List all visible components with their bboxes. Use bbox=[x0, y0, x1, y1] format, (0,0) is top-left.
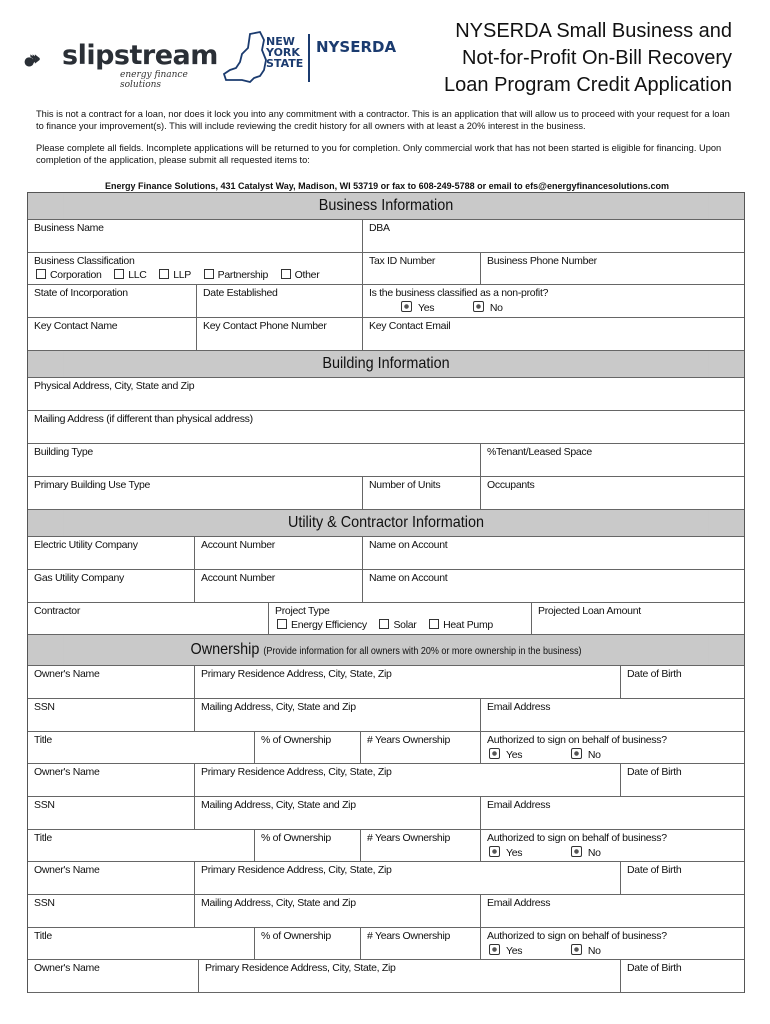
field-years-ownership[interactable] bbox=[360, 830, 480, 861]
label-llc: LLC bbox=[128, 269, 147, 281]
checkbox-heat-pump[interactable] bbox=[429, 619, 439, 629]
label-key-contact-name: Key Contact Name bbox=[34, 320, 118, 332]
label-owner-name: Owner's Name bbox=[34, 864, 100, 876]
label-nonprofit-no: No bbox=[489, 302, 503, 314]
checkbox-energy-efficiency[interactable] bbox=[277, 619, 287, 629]
field-mailing-address[interactable] bbox=[28, 411, 744, 443]
label-owner-email: Email Address bbox=[487, 701, 551, 713]
owners-list bbox=[28, 666, 744, 993]
field-building-type[interactable] bbox=[28, 444, 480, 476]
label-business-phone: Business Phone Number bbox=[487, 255, 597, 267]
field-projected-loan-amount[interactable] bbox=[531, 603, 744, 634]
field-title[interactable] bbox=[28, 732, 254, 763]
label-classification: Business Classification bbox=[34, 255, 135, 267]
row-gas-utility bbox=[28, 570, 744, 603]
label-projected-loan-amount: Projected Loan Amount bbox=[538, 605, 641, 617]
field-percent-ownership[interactable] bbox=[254, 732, 360, 763]
field-physical-address[interactable] bbox=[28, 378, 744, 410]
row-physical-address bbox=[28, 378, 744, 411]
field-gas-utility[interactable] bbox=[28, 570, 194, 602]
label-percent-ownership: % of Ownership bbox=[261, 734, 331, 746]
label-date-of-birth: Date of Birth bbox=[627, 668, 682, 680]
field-date-established[interactable] bbox=[196, 285, 362, 317]
field-owner-name[interactable] bbox=[28, 666, 194, 698]
label-owner-mailing-address: Mailing Address, City, State and Zip bbox=[201, 897, 356, 909]
label-owner-email: Email Address bbox=[487, 799, 551, 811]
row-incorporation bbox=[28, 285, 744, 318]
checkbox-solar[interactable] bbox=[379, 619, 389, 629]
label-business-name: Business Name bbox=[34, 222, 104, 234]
field-owner-name[interactable] bbox=[28, 862, 194, 894]
field-electric-utility[interactable] bbox=[28, 537, 194, 569]
section-utility-title: Utility & Contractor Information bbox=[64, 510, 708, 536]
label-years-ownership: # Years Ownership bbox=[367, 930, 451, 942]
row-owner-name bbox=[28, 960, 744, 993]
ny-word-new: NEW bbox=[266, 35, 295, 48]
label-authorized-yes: Yes bbox=[506, 945, 523, 957]
label-nonprofit-yes: Yes bbox=[418, 302, 435, 314]
label-owner-mailing-address: Mailing Address, City, State and Zip bbox=[201, 799, 356, 811]
field-primary-residence[interactable] bbox=[194, 666, 620, 698]
field-gas-name-on-account[interactable] bbox=[362, 570, 744, 602]
label-ssn: SSN bbox=[34, 701, 55, 713]
label-primary-residence: Primary Residence Address, City, State, Zip bbox=[201, 766, 392, 778]
slipstream-tagline: energy finance solutions bbox=[120, 70, 188, 90]
slipstream-wordmark: slipstream bbox=[62, 40, 218, 71]
field-percent-ownership[interactable] bbox=[254, 830, 360, 861]
field-title[interactable] bbox=[28, 928, 254, 959]
label-owner-email: Email Address bbox=[487, 897, 551, 909]
radio-nonprofit-yes[interactable] bbox=[401, 301, 412, 312]
field-owner-email[interactable] bbox=[480, 797, 744, 829]
label-date-of-birth: Date of Birth bbox=[627, 962, 682, 974]
field-owner-mailing-address[interactable] bbox=[194, 797, 480, 829]
row-classification bbox=[28, 253, 744, 285]
field-owner-mailing-address[interactable] bbox=[194, 699, 480, 731]
radio-authorized-yes[interactable] bbox=[489, 748, 500, 759]
row-building-type bbox=[28, 444, 744, 477]
ny-state-words bbox=[266, 36, 303, 69]
radio-authorized-no[interactable] bbox=[571, 846, 582, 857]
label-physical-address: Physical Address, City, State and Zip bbox=[34, 380, 195, 392]
label-gas-account: Account Number bbox=[201, 572, 276, 584]
row-building-use bbox=[28, 477, 744, 510]
label-title: Title bbox=[34, 930, 52, 942]
field-electric-name-on-account[interactable] bbox=[362, 537, 744, 569]
field-ssn[interactable] bbox=[28, 797, 194, 829]
field-contractor[interactable] bbox=[28, 603, 268, 634]
field-key-contact-phone[interactable] bbox=[196, 318, 362, 350]
field-electric-account[interactable] bbox=[194, 537, 362, 569]
label-state-incorporation: State of Incorporation bbox=[34, 287, 128, 299]
ny-word-york: YORK bbox=[266, 46, 300, 59]
field-primary-residence[interactable] bbox=[194, 862, 620, 894]
label-owner-name: Owner's Name bbox=[34, 668, 100, 680]
field-occupants[interactable] bbox=[480, 477, 744, 509]
section-utility-header bbox=[28, 510, 744, 537]
label-primary-residence: Primary Residence Address, City, State, Zip bbox=[201, 864, 392, 876]
label-authorized-to-sign: Authorized to sign on behalf of business? bbox=[487, 734, 667, 746]
row-electric-utility bbox=[28, 537, 744, 570]
slipstream-logo bbox=[24, 40, 218, 90]
row-owner-name bbox=[28, 764, 744, 797]
intro-paragraph-1: This is not a contract for a loan, nor does it lock you into any commitment with a contractor. This is an application that will allow us to proceed with your request for a loan to finance your improvement(s). This will include reviewing the credit history for all owners with at least a 20% interest in the business. bbox=[36, 109, 730, 131]
field-years-ownership[interactable] bbox=[360, 732, 480, 763]
label-contractor: Contractor bbox=[34, 605, 81, 617]
field-owner-email[interactable] bbox=[480, 699, 744, 731]
section-ownership-header bbox=[28, 635, 744, 666]
label-title: Title bbox=[34, 832, 52, 844]
intro-text bbox=[36, 108, 736, 176]
field-project-type bbox=[268, 603, 531, 634]
field-state-incorporation[interactable] bbox=[28, 285, 196, 317]
label-energy-efficiency: Energy Efficiency bbox=[291, 619, 367, 631]
label-date-of-birth: Date of Birth bbox=[627, 864, 682, 876]
field-business-phone[interactable] bbox=[480, 253, 744, 284]
field-primary-residence[interactable] bbox=[198, 960, 620, 992]
row-owner-ssn bbox=[28, 699, 744, 732]
checkbox-other[interactable] bbox=[281, 269, 291, 279]
row-owner-title bbox=[28, 732, 744, 764]
title-line-3: Loan Program Credit Application bbox=[444, 74, 732, 96]
field-owner-name[interactable] bbox=[28, 764, 194, 796]
checkbox-llc[interactable] bbox=[114, 269, 124, 279]
field-date-of-birth[interactable] bbox=[620, 666, 744, 698]
field-key-contact-name[interactable] bbox=[28, 318, 196, 350]
label-key-contact-email: Key Contact Email bbox=[369, 320, 451, 332]
field-key-contact-email[interactable] bbox=[362, 318, 744, 350]
label-owner-name: Owner's Name bbox=[34, 962, 100, 974]
field-tax-id[interactable] bbox=[362, 253, 480, 284]
field-owner-name[interactable] bbox=[28, 960, 198, 992]
field-authorized-to-sign bbox=[480, 830, 744, 861]
field-business-name[interactable] bbox=[28, 220, 362, 252]
label-occupants: Occupants bbox=[487, 479, 535, 491]
label-number-of-units: Number of Units bbox=[369, 479, 441, 491]
label-years-ownership: # Years Ownership bbox=[367, 734, 451, 746]
label-percent-ownership: % of Ownership bbox=[261, 832, 331, 844]
intro-paragraph-2: Please complete all fields. Incomplete applications will be returned to you for completion. Only commercial work that has not been started is eligible for financing. Upon completion of the application, please submit all requested items to: bbox=[36, 143, 722, 165]
label-gas-utility: Gas Utility Company bbox=[34, 572, 124, 584]
checkbox-corporation[interactable] bbox=[36, 269, 46, 279]
ownership-heading: Ownership bbox=[190, 641, 260, 658]
checkbox-llp[interactable] bbox=[159, 269, 169, 279]
checkbox-partnership[interactable] bbox=[204, 269, 214, 279]
field-dba[interactable] bbox=[362, 220, 744, 252]
section-business-header bbox=[28, 193, 744, 220]
row-owner-name bbox=[28, 862, 744, 895]
label-authorized-to-sign: Authorized to sign on behalf of business? bbox=[487, 930, 667, 942]
label-electric-name-on-account: Name on Account bbox=[369, 539, 448, 551]
row-owner-title bbox=[28, 928, 744, 960]
application-form bbox=[27, 192, 745, 993]
nyserda-wordmark: NYSERDA bbox=[316, 38, 397, 56]
section-ownership-title bbox=[64, 635, 708, 665]
nyserda-logo bbox=[220, 30, 405, 86]
label-nonprofit-question: Is the business classified as a non-profit? bbox=[369, 287, 549, 299]
field-ssn[interactable] bbox=[28, 895, 194, 927]
label-owner-name: Owner's Name bbox=[34, 766, 100, 778]
label-project-type: Project Type bbox=[275, 605, 330, 617]
label-tax-id: Tax ID Number bbox=[369, 255, 436, 267]
field-date-of-birth[interactable] bbox=[620, 862, 744, 894]
radio-authorized-no[interactable] bbox=[571, 944, 582, 955]
label-authorized-no: No bbox=[587, 847, 601, 859]
label-authorized-yes: Yes bbox=[506, 749, 523, 761]
field-tenant-space[interactable] bbox=[480, 444, 744, 476]
label-electric-utility: Electric Utility Company bbox=[34, 539, 138, 551]
radio-authorized-yes[interactable] bbox=[489, 846, 500, 857]
field-authorized-to-sign bbox=[480, 732, 744, 763]
field-date-of-birth[interactable] bbox=[620, 960, 744, 992]
row-key-contact bbox=[28, 318, 744, 351]
label-dba: DBA bbox=[369, 222, 390, 234]
field-gas-account[interactable] bbox=[194, 570, 362, 602]
field-business-classification bbox=[28, 253, 362, 284]
field-title[interactable] bbox=[28, 830, 254, 861]
radio-nonprofit-no[interactable] bbox=[473, 301, 484, 312]
label-corporation: Corporation bbox=[50, 269, 102, 281]
label-mailing-address: Mailing Address (if different than physical address) bbox=[34, 413, 253, 425]
field-percent-ownership[interactable] bbox=[254, 928, 360, 959]
row-owner-title bbox=[28, 830, 744, 862]
field-building-use-type[interactable] bbox=[28, 477, 362, 509]
row-contractor bbox=[28, 603, 744, 635]
row-owner-ssn bbox=[28, 797, 744, 830]
label-other: Other bbox=[294, 269, 320, 281]
row-owner-name bbox=[28, 666, 744, 699]
label-electric-account: Account Number bbox=[201, 539, 276, 551]
ownership-note: (Provide information for all owners with 20% or more ownership in the business) bbox=[263, 646, 582, 657]
label-llp: LLP bbox=[173, 269, 191, 281]
field-authorized-to-sign bbox=[480, 928, 744, 959]
label-authorized-no: No bbox=[587, 945, 601, 957]
slipstream-chevron-icon: ●››› bbox=[24, 46, 36, 70]
label-date-established: Date Established bbox=[203, 287, 278, 299]
label-date-of-birth: Date of Birth bbox=[627, 766, 682, 778]
field-primary-residence[interactable] bbox=[194, 764, 620, 796]
field-years-ownership[interactable] bbox=[360, 928, 480, 959]
label-solar: Solar bbox=[393, 619, 417, 631]
form-title bbox=[444, 18, 732, 99]
field-date-of-birth[interactable] bbox=[620, 764, 744, 796]
label-ssn: SSN bbox=[34, 799, 55, 811]
label-building-use-type: Primary Building Use Type bbox=[34, 479, 151, 491]
field-owner-email[interactable] bbox=[480, 895, 744, 927]
label-partnership: Partnership bbox=[217, 269, 269, 281]
label-tenant-space: %Tenant/Leased Space bbox=[487, 446, 592, 458]
label-ssn: SSN bbox=[34, 897, 55, 909]
row-business-name bbox=[28, 220, 744, 253]
radio-authorized-yes[interactable] bbox=[489, 944, 500, 955]
label-percent-ownership: % of Ownership bbox=[261, 930, 331, 942]
label-primary-residence: Primary Residence Address, City, State, Zip bbox=[201, 668, 392, 680]
label-heat-pump: Heat Pump bbox=[443, 619, 493, 631]
label-building-type: Building Type bbox=[34, 446, 93, 458]
label-authorized-yes: Yes bbox=[506, 847, 523, 859]
field-ssn[interactable] bbox=[28, 699, 194, 731]
radio-authorized-no[interactable] bbox=[571, 748, 582, 759]
row-owner-ssn bbox=[28, 895, 744, 928]
section-building-header bbox=[28, 351, 744, 378]
title-line-1: NYSERDA Small Business and bbox=[455, 20, 732, 42]
label-owner-mailing-address: Mailing Address, City, State and Zip bbox=[201, 701, 356, 713]
field-owner-mailing-address[interactable] bbox=[194, 895, 480, 927]
row-mailing-address bbox=[28, 411, 744, 444]
submission-address: Energy Finance Solutions, 431 Catalyst Way, Madison, WI 53719 or fax to 608-249-5788 or email to efs@energyfinancesolutions.com bbox=[105, 181, 669, 191]
label-title: Title bbox=[34, 734, 52, 746]
logo-divider bbox=[308, 34, 310, 82]
field-number-of-units[interactable] bbox=[362, 477, 480, 509]
label-gas-name-on-account: Name on Account bbox=[369, 572, 448, 584]
field-nonprofit bbox=[362, 285, 744, 317]
section-building-title: Building Information bbox=[64, 351, 708, 377]
label-authorized-no: No bbox=[587, 749, 601, 761]
title-line-2: Not-for-Profit On-Bill Recovery bbox=[461, 47, 732, 69]
ny-word-state: STATE bbox=[266, 57, 304, 70]
label-years-ownership: # Years Ownership bbox=[367, 832, 451, 844]
label-authorized-to-sign: Authorized to sign on behalf of business? bbox=[487, 832, 667, 844]
label-primary-residence: Primary Residence Address, City, State, Zip bbox=[205, 962, 396, 974]
section-business-title: Business Information bbox=[64, 193, 708, 219]
label-key-contact-phone: Key Contact Phone Number bbox=[203, 320, 327, 332]
